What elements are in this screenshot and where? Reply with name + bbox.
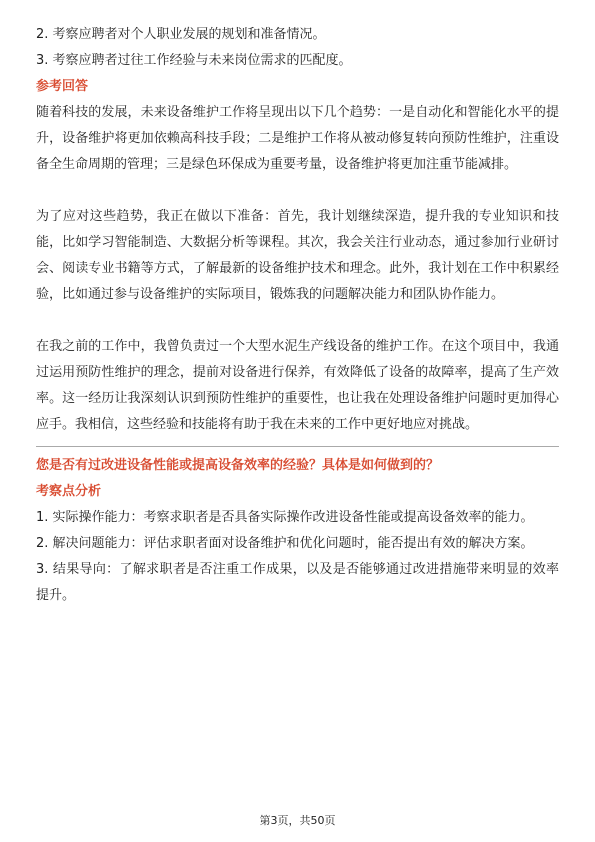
page-number: 第3页，共50页 bbox=[259, 814, 336, 827]
answer-paragraph: 在我之前的工作中，我曾负责过一个大型水泥生产线设备的维护工作。在这个项目中，我通过运用预防性维护的理念，提前对设备进行保养，有效降低了设备的故障率，提高了生产效率。这一经历让我深刻认识到预防性维护的重要性，也让我在处理设备维护问题时更加得心应手。我相信，这些经验和技能将有助于我在未来的工作中更好地应对挑战。 bbox=[36, 339, 559, 432]
list-item: 2. 考察应聘者对个人职业发展的规划和准备情况。 bbox=[36, 27, 326, 42]
reference-answer-heading: 参考回答 bbox=[36, 79, 89, 94]
list-item: 1. 实际操作能力：考察求职者是否具备实际操作改进设备性能或提高设备效率的能力。 bbox=[36, 510, 534, 525]
section-divider bbox=[36, 446, 559, 447]
answer-paragraph: 为了应对这些趋势，我正在做以下准备：首先，我计划继续深造，提升我的专业知识和技能，比如学习智能制造、大数据分析等课程。其次，我会关注行业动态，通过参加行业研讨会、阅读专业书籍等方式，了解最新的设备维护技术和理念。此外，我计划在工作中积累经验，比如通过参与设备维护的实际项目，锻炼我的问题解决能力和团队协作能力。 bbox=[36, 209, 559, 302]
paragraph-spacer bbox=[36, 308, 559, 334]
list-item: 2. 解决问题能力：评估求职者面对设备维护和优化问题时，能否提出有效的解决方案。 bbox=[36, 536, 534, 551]
list-item: 3. 考察应聘者过往工作经验与未来岗位需求的匹配度。 bbox=[36, 53, 352, 68]
answer-paragraph: 随着科技的发展，未来设备维护工作将呈现出以下几个趋势：一是自动化和智能化水平的提升，设备维护将更加依赖高科技手段；二是维护工作将从被动修复转向预防性维护，注重设备全生命周期的管理；三是绿色环保成为重要考量，设备维护将更加注重节能减排。 bbox=[36, 105, 559, 172]
paragraph-spacer bbox=[36, 178, 559, 204]
analysis-heading: 考察点分析 bbox=[36, 484, 102, 499]
document-body bbox=[36, 22, 559, 609]
question-heading: 您是否有过改进设备性能或提高设备效率的经验？具体是如何做到的？ bbox=[36, 458, 440, 473]
list-item: 3. 结果导向：了解求职者是否注重工作成果，以及是否能够通过改进措施带来明显的效率提升。 bbox=[36, 562, 559, 603]
